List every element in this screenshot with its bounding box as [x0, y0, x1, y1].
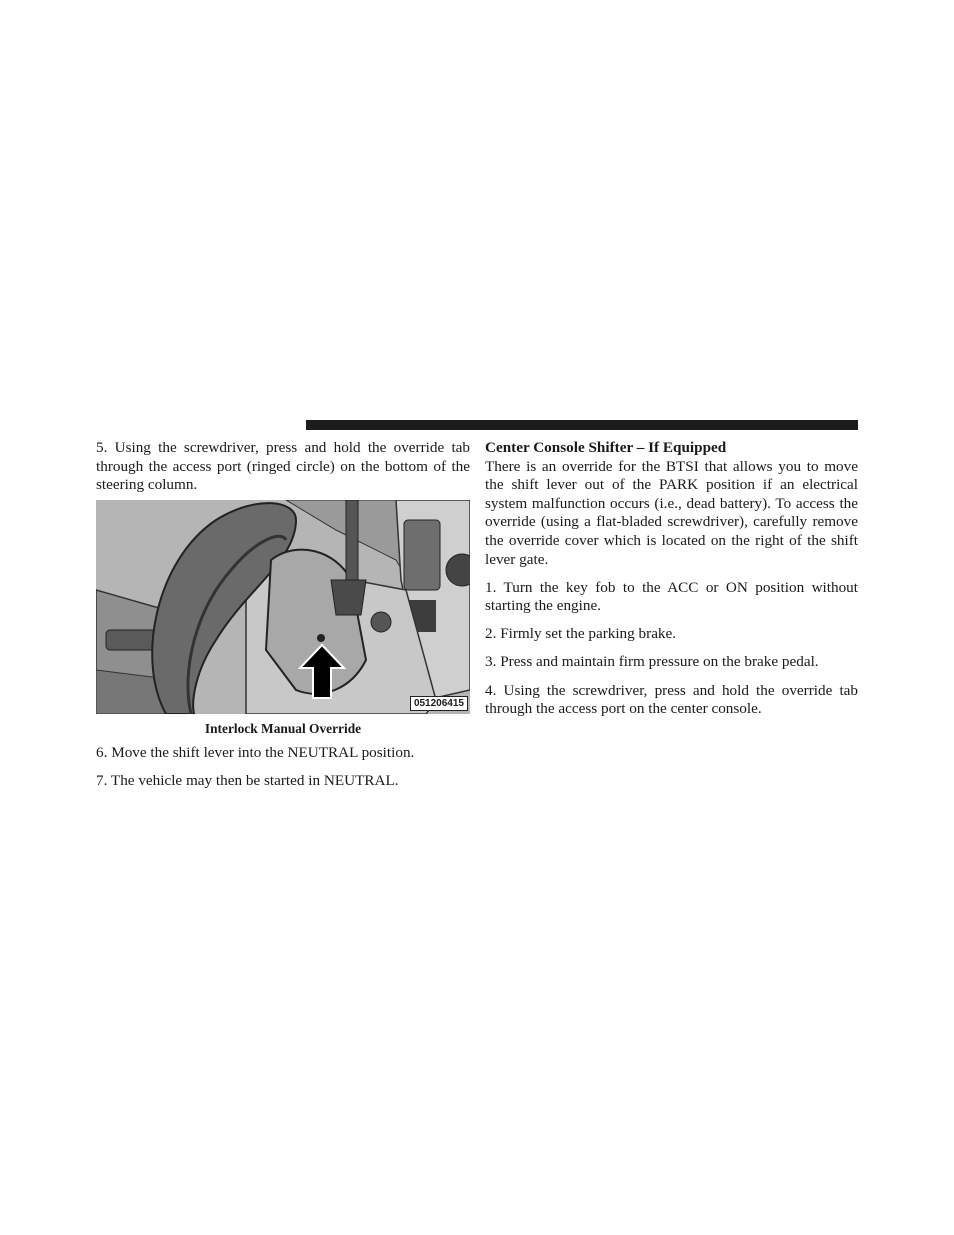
step-3-text: 3. Press and maintain firm pressure on the brake pedal. [485, 653, 819, 671]
step-5-text: 5. Using the screwdriver, press and hold the override tab through the access port (ringed circle) on the bottom of the steering column. [96, 439, 470, 494]
left-column [96, 439, 470, 801]
step-7-text: 7. The vehicle may then be started in NEUTRAL. [96, 772, 399, 790]
step-4-text: 4. Using the screwdriver, press and hold the override tab through the access port on the center console. [485, 681, 858, 718]
figure-code: 051206415 [410, 696, 468, 711]
intro-paragraph: There is an override for the BTSI that allows you to move the shift lever out of the PARK position if an electrical system malfunction occurs (i.e., dead battery). To access the override (using a flat-bladed screwdriver), carefully remove the override cover which is located on the right of the shift lever gate. [485, 457, 858, 568]
interlock-figure [96, 500, 470, 714]
section-heading: Center Console Shifter – If Equipped [485, 439, 727, 456]
steering-column-illustration [96, 500, 470, 714]
header-bar [306, 420, 858, 430]
figure-caption: Interlock Manual Override [204, 720, 362, 736]
step-6-text: 6. Move the shift lever into the NEUTRAL position. [96, 744, 415, 762]
step-1-text: 1. Turn the key fob to the ACC or ON position without starting the engine. [485, 578, 858, 615]
step-2-text: 2. Firmly set the parking brake. [485, 625, 677, 643]
right-column [485, 439, 858, 728]
